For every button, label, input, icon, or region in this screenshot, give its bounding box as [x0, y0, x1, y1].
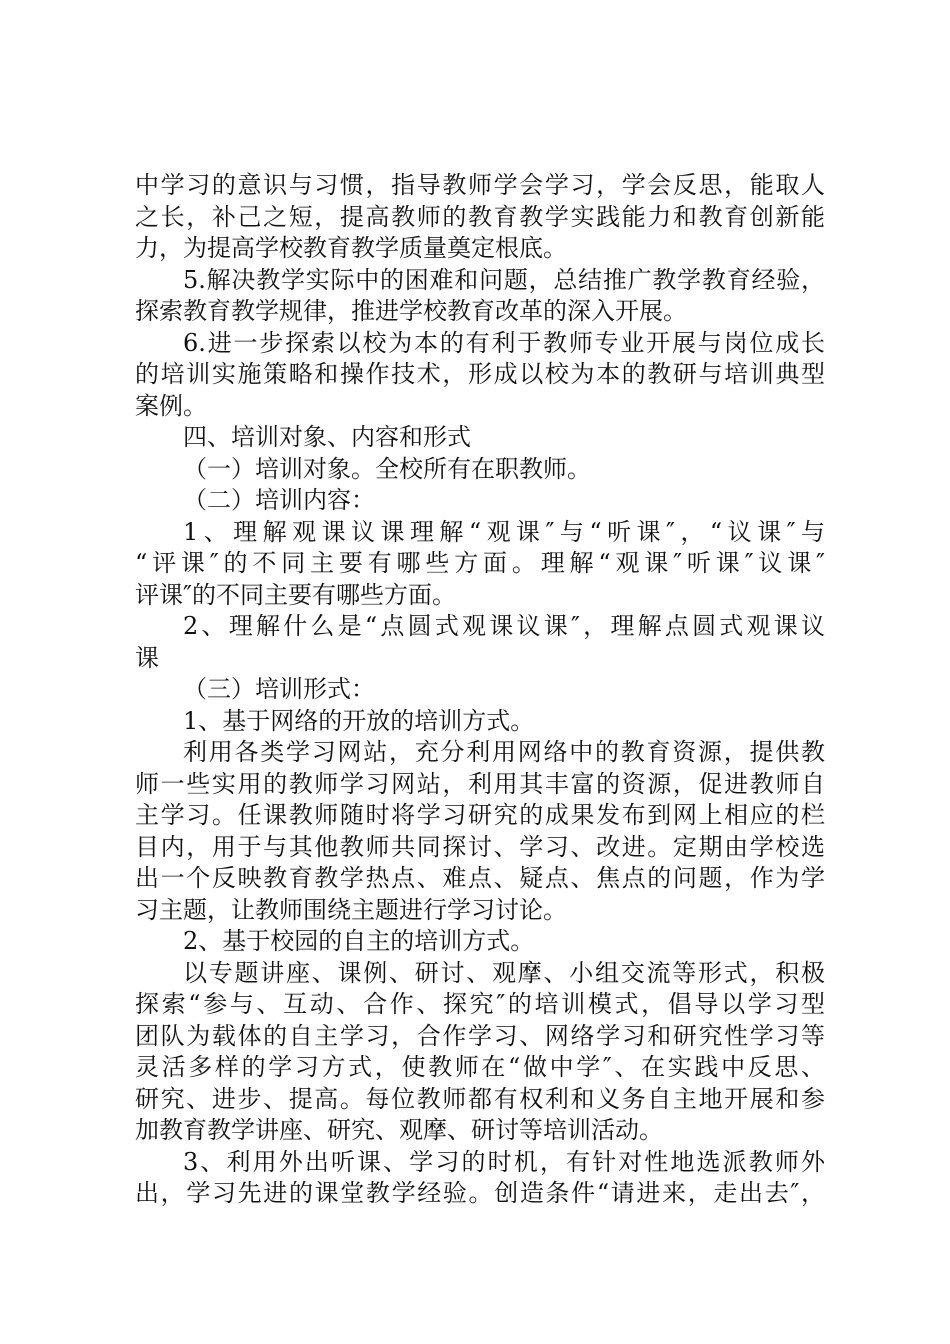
text-line: “评课″的不同主要有哪些方面。理解“观课″听课″议课″: [135, 549, 825, 577]
text-line: 加教育教学讲座、研究、观摩、研讨等培训活动。: [135, 1116, 663, 1144]
text-line: 习主题，让教师围绕主题进行学习讨论。: [135, 895, 567, 924]
text-line: 的培训实施策略和操作技术，形成以校为本的教研与培训典型: [135, 360, 825, 388]
subsection-heading: （三）培训形式：: [183, 675, 375, 703]
text-line: 出一个反映教育教学热点、难点、疑点、焦点的问题，作为学: [135, 864, 825, 892]
text-line: 课: [135, 643, 159, 672]
text-line: 5.解决教学实际中的困难和问题，总结推广教学教育经验，: [183, 265, 825, 294]
text-line: 探索“参与、互动、合作、探究″的培训模式，倡导以学习型: [135, 990, 825, 1018]
subsection-heading: （一）培训对象。全校所有在职教师。: [183, 454, 591, 483]
text-line: 主学习。任课教师随时将学习研究的成果发布到网上相应的栏: [135, 801, 825, 829]
text-line: 研究、进步、提高。每位教师都有权利和义务自主地开展和参: [135, 1084, 825, 1113]
text-line: 团队为载体的自主学习，合作学习、网络学习和研究性学习等: [135, 1021, 825, 1050]
text-line: 目内，用于与其他教师共同探讨、学习、改进。定期由学校选: [135, 832, 825, 861]
text-line: 1、理解观课议课理解“观课″与“听课″，“议课″与: [183, 517, 825, 546]
text-line: 以专题讲座、课例、研讨、观摩、小组交流等形式，积极: [183, 958, 825, 987]
text-line: 评课″的不同主要有哪些方面。: [135, 580, 456, 609]
section-heading: 四、培训对象、内容和形式: [183, 423, 471, 451]
text-line: 探索教育教学规律，推进学校教育改革的深入开展。: [135, 297, 687, 325]
document-body: [135, 170, 825, 1210]
text-line: 6.进一步探索以校为本的有利于教师专业开展与岗位成长: [183, 328, 825, 357]
text-line: 灵活多样的学习方式，使教师在“做中学″、在实践中反思、: [135, 1053, 825, 1081]
text-line: 中学习的意识与习惯，指导教师学会学习，学会反思，能取人: [135, 171, 825, 199]
subsection-heading: （二）培训内容：: [183, 486, 375, 514]
text-line: 2、基于校园的自主的培训方式。: [183, 927, 535, 955]
text-line: 3、利用外出听课、学习的时机，有针对性地选派教师外: [183, 1147, 825, 1176]
text-line: 2、理解什么是“点圆式观课议课″，理解点圆式观课议: [183, 612, 825, 640]
text-line: 利用各类学习网站，充分利用网络中的教育资源，提供教: [183, 738, 825, 766]
text-line: 师一些实用的教师学习网站，利用其丰富的资源，促进教师自: [135, 769, 825, 798]
text-line: 出，学习先进的课堂教学经验。创造条件“请进来，走出去″，: [135, 1179, 825, 1207]
text-line: 之长，补己之短，提高教师的教育教学实践能力和教育创新能: [135, 202, 825, 231]
text-line: 案例。: [135, 391, 207, 420]
text-line: 力，为提高学校教育教学质量奠定根底。: [135, 234, 567, 262]
text-line: 1、基于网络的开放的培训方式。: [183, 706, 535, 735]
